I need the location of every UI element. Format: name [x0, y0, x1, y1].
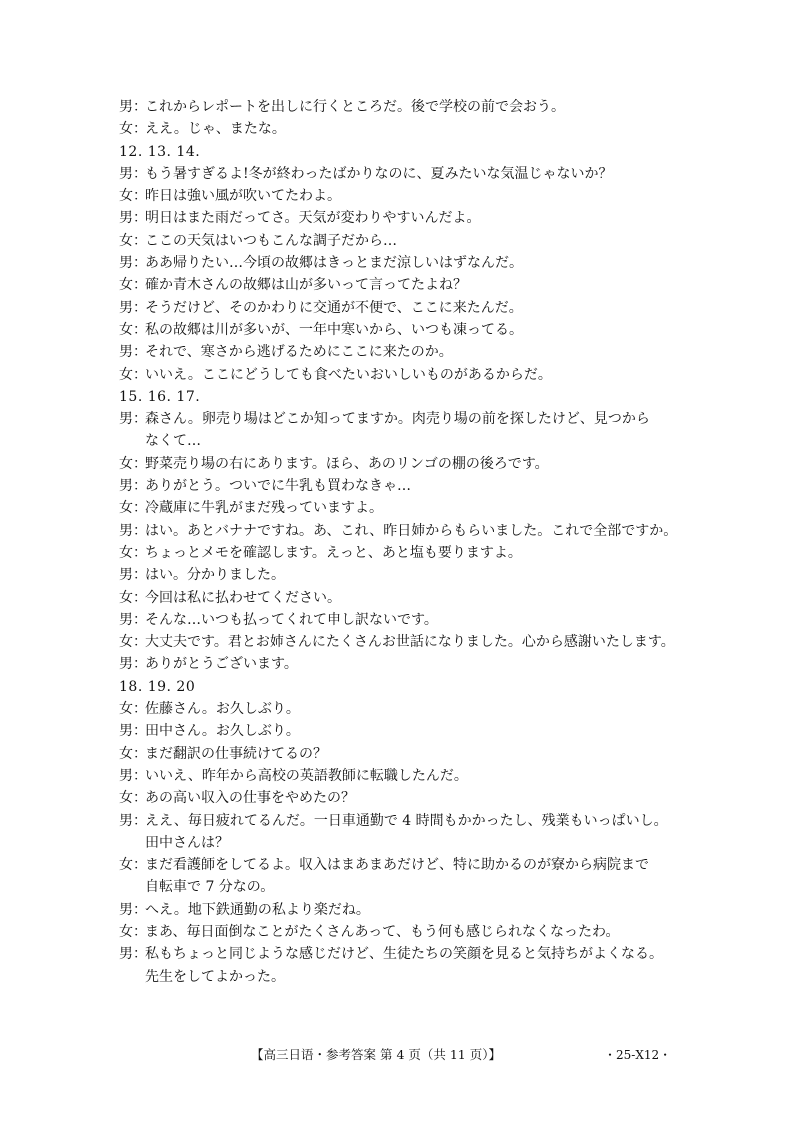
- speaker-label: 男：: [119, 210, 147, 227]
- question-number-label: 15. 16. 17.: [119, 388, 201, 405]
- dialogue-line: [119, 564, 719, 586]
- speaker-label: 男：: [119, 611, 147, 628]
- dialogue-text: 大丈夫です。君とお姉さんにたくさんお世話になりました。心から感謝いたします。: [145, 634, 675, 651]
- dialogue-line: [119, 698, 719, 720]
- dialogue-line: [119, 854, 719, 899]
- speaker-label: 女：: [119, 232, 147, 249]
- footer-page-info: 【高三日语・参考答案 第 4 页（共 11 页）】: [251, 1047, 501, 1062]
- dialogue-text: 佐藤さん。お久しぶり。: [145, 701, 300, 718]
- speaker-label: 女：: [119, 188, 147, 205]
- speaker-label: 女：: [119, 500, 147, 517]
- dialogue-text: ありがとうございます。: [145, 656, 298, 673]
- dialogue-text: もう暑すぎるよ!冬が終わったばかりなのに、夏みたいな気温じゃないか？: [145, 165, 613, 182]
- dialogue-text: ええ、毎日疲れてるんだ。一日車通勤で 4 時間もかかったし、残業もいっぱいし。 田中さんは？: [145, 812, 668, 851]
- speaker-label: 女：: [119, 277, 147, 294]
- dialogue-line: [119, 364, 719, 386]
- dialogue-line: [119, 587, 719, 609]
- dialogue-text: これからレポートを出しに行くところだ。後で学校の前で会おう。: [145, 99, 565, 115]
- dialogue-text: そんな…いつも払ってくれて申し訳ないです。: [145, 611, 438, 628]
- dialogue-line: [119, 943, 719, 988]
- dialogue-text: 冷蔵庫に牛乳がまだ残っていますよ。: [145, 500, 383, 517]
- dialogue-text: はい。分かりました。: [145, 567, 285, 584]
- speaker-label: 女：: [119, 544, 147, 561]
- dialogue-text: ええ。じゃ、またな。: [145, 121, 286, 138]
- speaker-label: 男：: [119, 901, 147, 918]
- dialogue-text: ここの天気はいつもこんな調子だから…: [145, 232, 397, 249]
- dialogue-line: [119, 297, 719, 319]
- speaker-label: 女：: [119, 634, 147, 651]
- dialogue-text: いいえ、昨年から高校の英語教師に転職したんだ。: [145, 767, 468, 784]
- dialogue-text: 明日はまた雨だってさ。天気が変わりやすいんだよ。: [145, 210, 481, 227]
- dialogue-text: 私の故郷は川が多いが、一年中寒いから、いつも凍ってる。: [145, 321, 523, 338]
- speaker-label: 男：: [119, 522, 147, 539]
- dialogue-line: [119, 542, 719, 564]
- dialogue-text: ああ帰りたい…今頃の故郷はきっとまだ涼しいはずなんだ。: [145, 255, 523, 272]
- speaker-label: 男：: [119, 165, 147, 182]
- dialogue-text: 野菜売り場の右にあります。ほら、あのリンゴの棚の後ろです。: [145, 455, 549, 472]
- speaker-label: 男：: [119, 656, 147, 673]
- dialogue-line: [119, 921, 719, 943]
- dialogue-line: [119, 341, 719, 363]
- dialogue-text: へえ。地下鉄通勤の私より楽だね。: [145, 901, 370, 918]
- dialogue-text: 今回は私に払わせてください。: [145, 589, 341, 606]
- dialogue-line: [119, 787, 719, 809]
- dialogue-text: まだ翻訳の仕事続けてるの？: [145, 745, 327, 762]
- speaker-label: 男：: [119, 567, 147, 584]
- dialogue-text: ありがとう。ついでに牛乳も買わなきゃ…: [145, 478, 411, 495]
- speaker-label: 女：: [119, 745, 147, 762]
- dialogue-text: あの高い収入の仕事をやめたの？: [145, 790, 355, 807]
- speaker-label: 女：: [119, 121, 147, 138]
- page-footer: [0, 1045, 800, 1065]
- dialogue-line: [119, 252, 719, 274]
- dialogue-line: [119, 453, 719, 475]
- speaker-label: 女：: [119, 790, 147, 807]
- dialogue-line: [119, 230, 719, 252]
- speaker-label: 女：: [119, 857, 147, 874]
- dialogue-text: 確か青木さんの故郷は山が多いって言ってたよね？: [145, 277, 467, 294]
- speaker-label: 男：: [119, 299, 147, 316]
- dialogue-text: 昨日は強い風が吹いてたわよ。: [145, 188, 341, 205]
- speaker-label: 男：: [119, 411, 147, 428]
- question-number-label: 12. 13. 14.: [119, 143, 201, 160]
- dialogue-line: [119, 899, 719, 921]
- speaker-label: 男：: [119, 812, 147, 829]
- dialogue-text: 田中さん。お久しぶり。: [145, 723, 300, 740]
- speaker-label: 男：: [119, 767, 147, 784]
- question-number-label: 18. 19. 20: [119, 678, 196, 695]
- speaker-label: 男：: [119, 255, 147, 272]
- dialogue-line: [119, 653, 719, 675]
- dialogue-line: [119, 319, 719, 341]
- transcript-body: [119, 96, 719, 988]
- dialogue-line: [119, 520, 719, 542]
- dialogue-text: ちょっとメモを確認します。えっと、あと塩も要りますよ。: [145, 544, 522, 561]
- dialogue-line: [119, 408, 719, 453]
- speaker-label: 女：: [119, 589, 147, 606]
- speaker-label: 女：: [119, 321, 147, 338]
- speaker-label: 男：: [119, 99, 147, 115]
- dialogue-text: はい。あとバナナですね。あ、これ、昨日姉からもらいました。これで全部ですか。: [145, 522, 678, 539]
- speaker-label: 女：: [119, 923, 147, 940]
- dialogue-line: [119, 609, 719, 631]
- speaker-label: 男：: [119, 478, 147, 495]
- speaker-label: 女：: [119, 455, 147, 472]
- dialogue-line: [119, 497, 719, 519]
- dialogue-text: それで、寒さから逃げるためにここに来たのか。: [145, 344, 453, 361]
- dialogue-line: [119, 810, 719, 855]
- dialogue-line: [119, 475, 719, 497]
- dialogue-line: [119, 765, 719, 787]
- dialogue-text: まだ看護師をしてるよ。収入はまあまあだけど、特に助かるのが寮から病院まで 自転車で 7 分なの。: [145, 857, 649, 896]
- speaker-label: 男：: [119, 946, 147, 963]
- dialogue-line: [119, 720, 719, 742]
- dialogue-text: まあ、毎日面倒なことがたくさんあって、もう何も感じられなくなったわ。: [145, 923, 620, 940]
- footer-exam-code: ・25-X12・: [604, 1048, 672, 1062]
- dialogue-text: いいえ。ここにどうしても食べたいおいしいものがあるからだ。: [145, 366, 552, 383]
- dialogue-line: [119, 631, 719, 653]
- dialogue-text: 森さん。卵売り場はどこか知ってますか。肉売り場の前を探したけど、見つから なくて…: [145, 411, 650, 450]
- dialogue-text: 私もちょっと同じような感じだけど、生徒たちの笑顔を見ると気持ちがよくなる。 先生をしてよかった。: [145, 946, 663, 985]
- speaker-label: 女：: [119, 366, 147, 383]
- dialogue-line: [119, 185, 719, 207]
- speaker-label: 男：: [119, 344, 147, 361]
- dialogue-line: [119, 274, 719, 296]
- dialogue-line: [119, 96, 719, 118]
- dialogue-text: そうだけど、そのかわりに交通が不便で、ここに来たんだ。: [145, 299, 523, 316]
- speaker-label: 男：: [119, 723, 147, 740]
- dialogue-line: [119, 207, 719, 229]
- dialogue-line: [119, 118, 719, 140]
- speaker-label: 女：: [119, 701, 147, 718]
- dialogue-line: [119, 743, 719, 765]
- dialogue-line: [119, 163, 719, 185]
